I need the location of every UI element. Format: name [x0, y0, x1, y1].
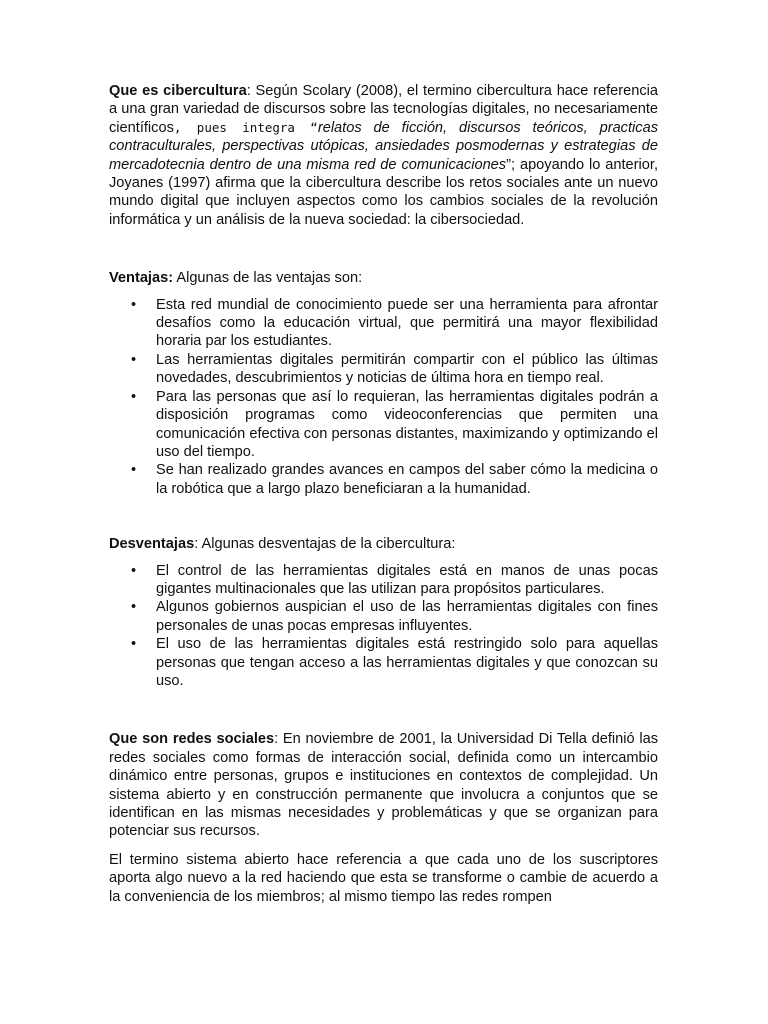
document-body: [109, 82, 658, 906]
cibercultura-text: : Según Scolary (2008), el termino cibercultura hace referencia a una gran variedad de discursos sobre las tecnologías digitales, no necesariamente científicos: [109, 83, 659, 136]
list-item: • El control de las herramientas digitales está en manos de unas pocas gigantes multinacionales que las utilizan para propósitos particulares.: [109, 562, 658, 599]
ventajas-intro: [109, 269, 658, 287]
list-item: • El uso de las herramientas digitales está restringido solo para aquellas personas que tengan acceso a las herramientas digitales y que conozcan su uso.: [109, 635, 658, 690]
list-item: • Algunos gobiernos auspician el uso de las herramientas digitales con fines personales de unas pocas empresas influyentes.: [109, 598, 658, 635]
list-item: • Esta red mundial de conocimiento puede ser una herramienta para afrontar desafíos como la educación virtual, que permitirá una mayor flexibilidad horaria par los estudiantes.: [109, 296, 658, 351]
desventajas-intro: [109, 535, 658, 553]
cibercultura-rest: ”; apoyando lo anterior, Joyanes (1997) afirma que la cibercultura describe los retos sociales ante un nuevo mundo digital que incluyen aspectos como los cambios sociales de la revolución informática y un análisis de la nueva sociedad: la cibersociedad.: [109, 156, 658, 228]
desventajas-list: [109, 562, 658, 691]
ventajas-list: [109, 296, 658, 498]
redes-paragraph: [109, 730, 658, 840]
ventajas-heading: Ventajas:: [109, 270, 174, 287]
redes-paragraph-2: El termino sistema abierto hace referencia a que cada uno de los suscriptores aporta algo nuevo a la red haciendo que esta se transforme o cambie de acuerdo a la conveniencia de los miembros; al mismo tiempo las redes rompen: [109, 851, 658, 905]
desventajas-intro-text: : Algunas desventajas de la cibercultura:: [194, 536, 456, 553]
cibercultura-heading: Que es cibercultura: [109, 83, 247, 99]
list-item: • Se han realizado grandes avances en campos del saber cómo la medicina o la robótica que a largo plazo beneficiaran a la humanidad.: [109, 461, 658, 498]
ventajas-intro-text: Algunas de las ventajas son:: [173, 270, 363, 287]
list-item: • Las herramientas digitales permitirán compartir con el público las últimas novedades, descubrimientos y noticias de última hora en tiempo real.: [109, 351, 658, 388]
cibercultura-paragraph: [109, 82, 658, 229]
redes-text: : En noviembre de 2001, la Universidad Di Tella definió las redes sociales como formas de interacción social, definida como un intercambio dinámico entre personas, grupos e instituciones en contextos de complejidad. Un sistema abierto y en construcción permanente que involucra a conjuntos que se identifican en las mismas necesidades y problemáticas y que se organizan para potenciar sus recursos.: [109, 731, 658, 840]
desventajas-heading: Desventajas: [109, 536, 195, 553]
cibercultura-quote: relatos de ficción, discursos teóricos, practicas contraculturales, perspectivas utópicas, ansiedades posmodernas y estrategias de mercadotecnia dentro de una misma red de comunicaciones: [109, 119, 658, 173]
cibercultura-mono-text: , pues integra “: [173, 119, 318, 135]
redes-heading: Que son redes sociales: [109, 731, 275, 748]
list-item: • Para las personas que así lo requieran, las herramientas digitales podrán a disposición programas como videoconferencias que permiten una comunicación efectiva con personas distantes, maximizando y optimizando el uso del tiempo.: [109, 388, 658, 462]
